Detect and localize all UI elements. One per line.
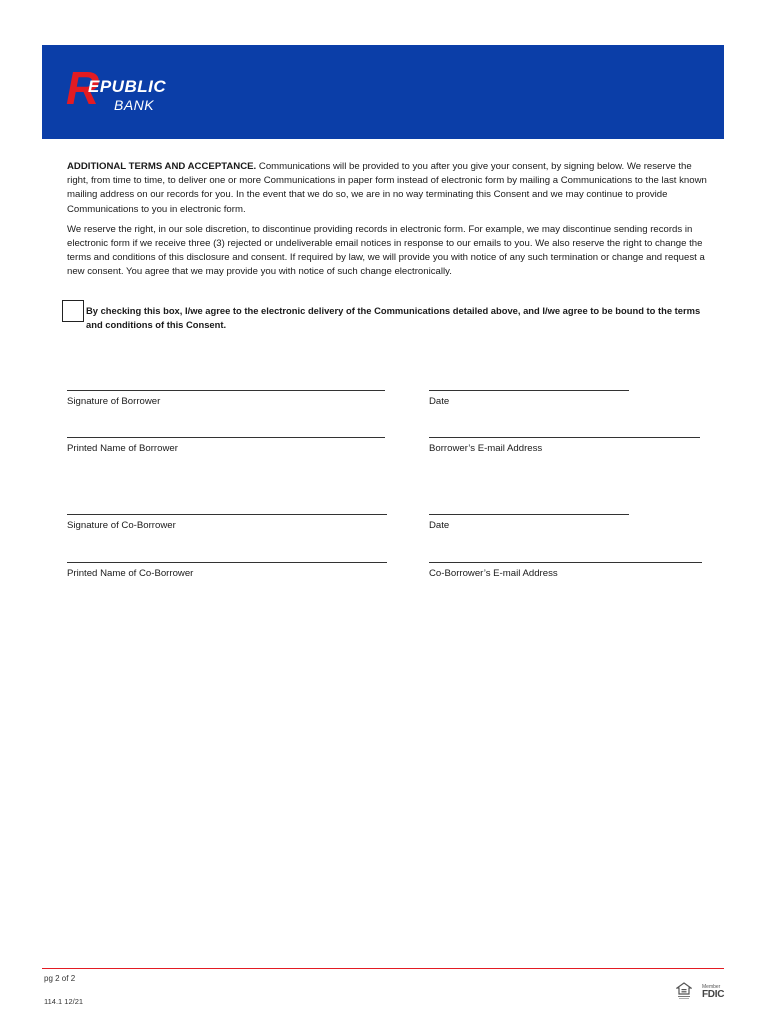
- logo-republic-text: EPUBLIC: [88, 77, 167, 96]
- fdic-member-badge: [702, 984, 728, 1002]
- consent-checkbox[interactable]: [62, 300, 84, 322]
- equal-housing-lender-icon: [676, 982, 692, 1000]
- terms-content: [67, 160, 707, 286]
- logo-bank-text: BANK: [114, 97, 155, 113]
- email-coborrower-label: Co-Borrower’s E-mail Address: [429, 568, 558, 579]
- logo-r-letter: R: [66, 62, 100, 114]
- email-coborrower-line[interactable]: [429, 562, 702, 563]
- header-banner: [42, 45, 724, 139]
- footer-divider: [42, 968, 724, 969]
- signature-coborrower-line[interactable]: [67, 514, 387, 515]
- republic-bank-logo: [66, 62, 186, 121]
- email-borrower-line[interactable]: [429, 437, 700, 438]
- printed-borrower-label: Printed Name of Borrower: [67, 443, 178, 454]
- date-1-line[interactable]: [429, 390, 629, 391]
- date-1-label: Date: [429, 396, 450, 407]
- signature-borrower-line[interactable]: [67, 390, 385, 391]
- page-number: pg 2 of 2: [44, 974, 76, 983]
- fdic-member-label: Member: [702, 984, 721, 990]
- consent-text: By checking this box, I/we agree to the electronic delivery of the Communications detailed above, and I/we agree to be bound to the terms and conditions of this Consent.: [86, 305, 701, 330]
- signature-borrower-label: Signature of Borrower: [67, 396, 161, 407]
- form-code: 114.1 12/21: [44, 997, 84, 1006]
- terms-paragraph-1-body: Communications will be provided to you after you give your consent, by signing below. We reserve the right, from time to time, to deliver one or more Communications in paper form instead of electronic form by mailing a Communications to the last known mailing address on our records for you. In the event that we do so, we are in no way terminating this Consent and we may continue to provide Communications to you in electronic form.: [67, 161, 707, 215]
- printed-coborrower-line[interactable]: [67, 562, 387, 563]
- terms-paragraph-2: We reserve the right, in our sole discretion, to discontinue providing records in electronic form. For example, we may discontinue sending records in electronic form if we receive three (3) rejected or undeliverable email notices in response to our emails to you. We also reserve the right to change the terms and conditions of this disclosure and consent. If required by law, we will provide you with notice of any such termination or change and request a new consent. You agree that we may provide you with notice of such change electronically.: [67, 223, 705, 278]
- fdic-label: FDIC: [702, 989, 725, 1000]
- terms-heading: ADDITIONAL TERMS AND ACCEPTANCE.: [67, 161, 257, 172]
- date-2-line[interactable]: [429, 514, 629, 515]
- terms-paragraph-1: [67, 160, 707, 217]
- signature-coborrower-label: Signature of Co-Borrower: [67, 520, 176, 531]
- printed-coborrower-label: Printed Name of Co-Borrower: [67, 568, 194, 579]
- date-2-label: Date: [429, 520, 450, 531]
- printed-borrower-line[interactable]: [67, 437, 385, 438]
- consent-row: [62, 300, 712, 340]
- email-borrower-label: Borrower’s E-mail Address: [429, 443, 543, 454]
